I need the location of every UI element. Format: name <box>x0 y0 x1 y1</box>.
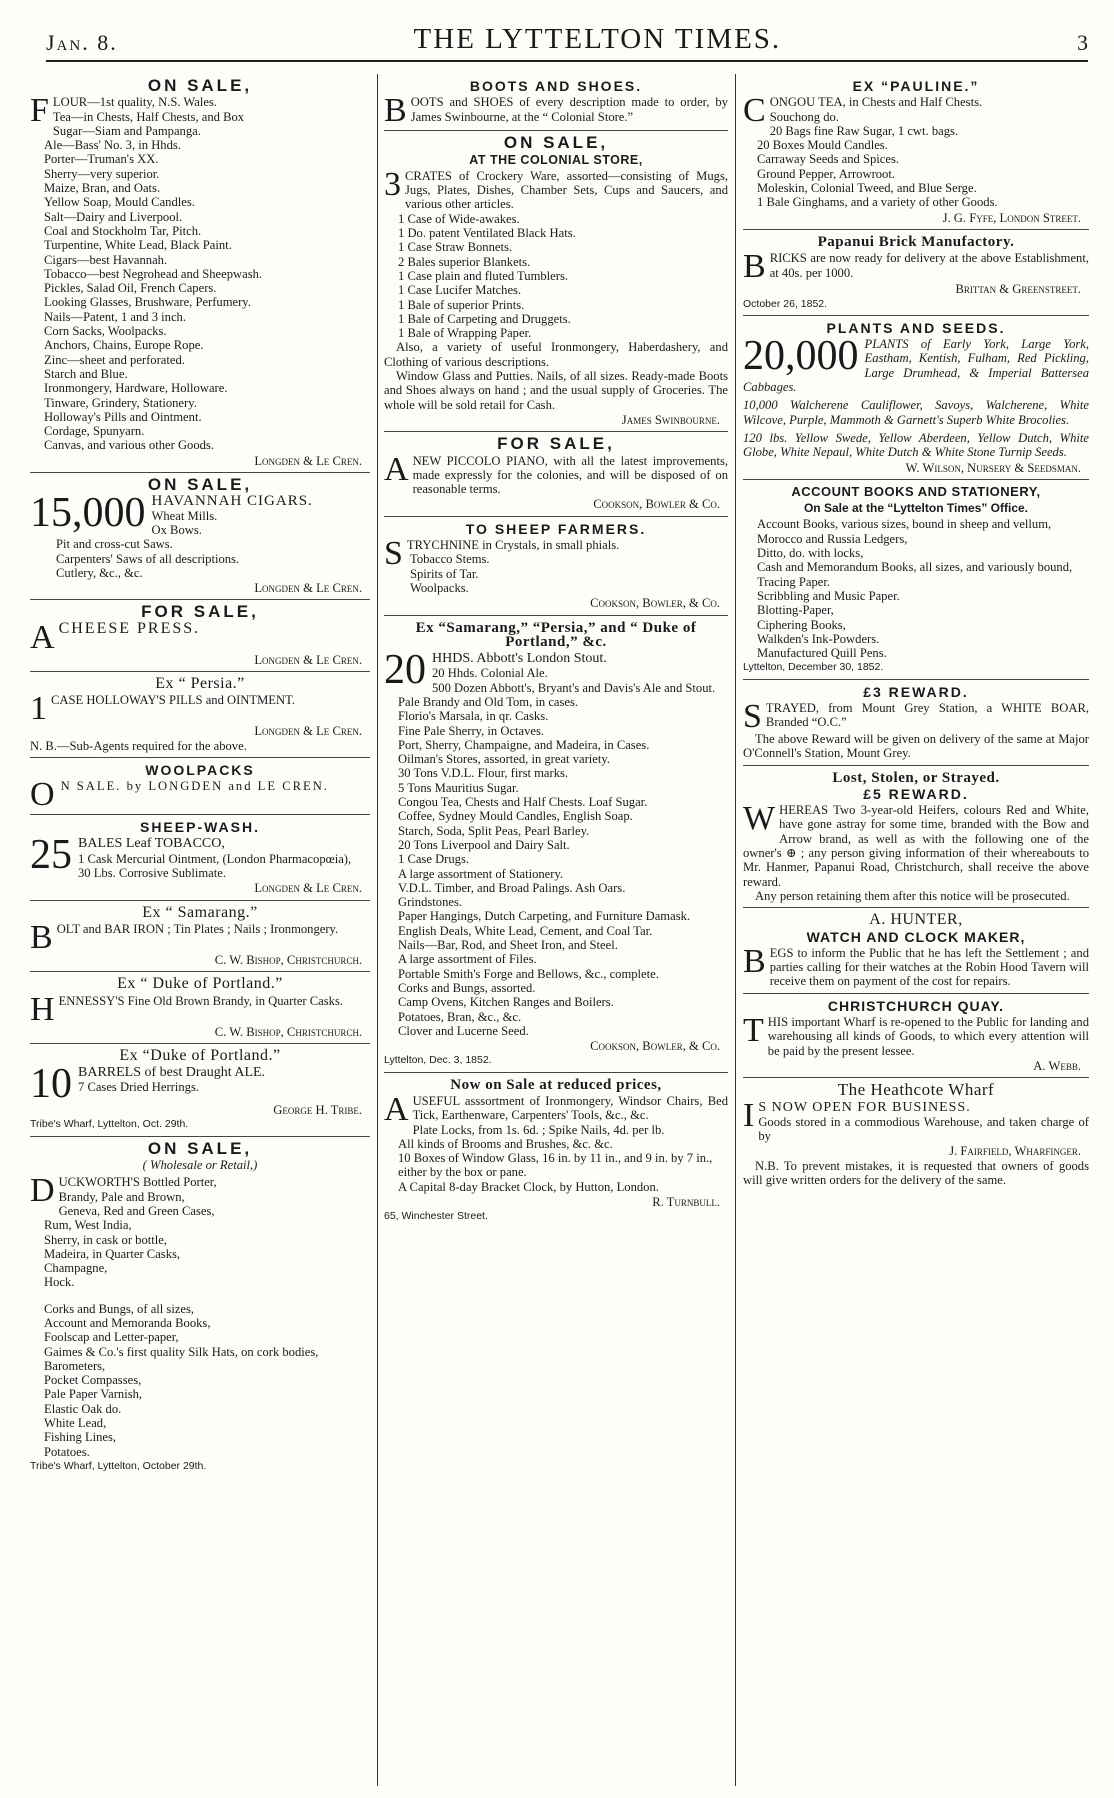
quantity-number: 25 <box>30 832 72 879</box>
list-line: Paper Hangings, Dutch Carpeting, and Furniture Damask. <box>398 909 691 924</box>
ad-text: CHEESE PRESS. <box>58 619 201 637</box>
ad-heading: ACCOUNT BOOKS AND STATIONERY, <box>791 483 1041 499</box>
drop-cap: A <box>384 450 409 488</box>
ad-heading: The Heathcote Wharf <box>837 1080 995 1100</box>
item-list <box>384 552 728 595</box>
ad-sheep-wash <box>30 815 370 900</box>
quantity-number: 20,000 <box>743 333 859 380</box>
list-line: Starch, Soda, Split Peas, Pearl Barley. <box>398 823 590 838</box>
ad-signature: A. Webb. <box>1033 1058 1081 1073</box>
ad-heading: Ex “Samarang,” “Persia,” and “ Duke of Portland,” &c. <box>415 619 697 650</box>
ad-text: TRYCHNINE in Crystals, in small phials. <box>406 538 620 553</box>
ad-signature: R. Turnbull. <box>652 1195 720 1210</box>
ad-paragraph: Goods stored in a commodious Warehouse, and taken charge of by <box>758 1114 1089 1144</box>
ad-signature: Longden & Le Cren. <box>254 724 362 739</box>
list-line: All kinds of Brooms and Brushes, &c. &c. <box>398 1136 613 1151</box>
list-line: Portable Smith's Forge and Bellows, &c., complete. <box>398 966 659 981</box>
ad-heading: CHRISTCHURCH QUAY. <box>827 997 1005 1014</box>
ad-heading: Papanui Brick Manufactory. <box>817 233 1015 250</box>
list-line: Congou Tea, Chests and Half Chests. Loaf Sugar. <box>398 795 648 810</box>
ad-text: N SALE. by LONGDEN and LE CREN. <box>60 779 329 794</box>
ad-reward-5 <box>743 766 1089 909</box>
list-line: Scribbling and Music Paper. <box>757 588 900 603</box>
item-list <box>384 666 728 1038</box>
ad-paragraph: 120 lbs. Yellow Swede, Yellow Aberdeen, Yellow Dutch, White Globe, White Nepaul, White Dutch & White Stone Turnip Seeds. <box>743 430 1089 460</box>
ad-paragraph: The above Reward will be given on delivery of the same at Major O'Connell's Station, Mount Grey. <box>743 731 1089 761</box>
item-list <box>30 1302 370 1459</box>
list-line: 20 Tons Liverpool and Dairy Salt. <box>398 837 570 852</box>
list-line: 30 Lbs. Corrosive Sublimate. <box>78 866 226 881</box>
ad-brick-manufactory <box>743 230 1089 316</box>
column-3 <box>743 74 1089 1786</box>
list-line: Corks and Bungs, assorted. <box>398 980 536 995</box>
list-line: Account and Memoranda Books, <box>44 1316 211 1330</box>
list-line: Ditto, do. with locks, <box>757 546 864 561</box>
ad-text: HHDS. Abbott's London Stout. <box>432 651 607 667</box>
ad-signature: C. W. Bishop, Christchurch. <box>214 952 362 967</box>
list-line: Potatoes, Bran, &c., &c. <box>398 1009 522 1024</box>
drop-cap: T <box>743 1012 764 1050</box>
ad-signature: Cookson, Bowler & Co. <box>593 497 720 512</box>
ad-colonial-store <box>384 131 728 432</box>
ad-text: PLANTS of Early York, Large York, Eastham, Kentish, Fulham, Red Pickling, Large Drumhead, & Imperial Battersea Cabbages. <box>743 337 1089 395</box>
ad-heading: Ex “Duke of Portland.” <box>119 1046 281 1064</box>
ad-signature: J. G. Fyfe, London Street. <box>942 210 1081 225</box>
drop-cap: 1 <box>30 690 47 728</box>
drop-cap: B <box>30 918 53 956</box>
ad-watchmaker <box>743 908 1089 993</box>
list-line: Tea—in Chests, Half Chests, and Box <box>52 109 245 124</box>
ad-signature: George H. Tribe. <box>273 1103 362 1118</box>
list-line: 5 Tons Mauritius Sugar. <box>398 780 519 795</box>
list-line: 10 Boxes of Window Glass, 16 in. by 11 in., and 9 in. by 7 in., either by the box or pane. <box>398 1151 713 1180</box>
ad-heading: BOOTS AND SHOES. <box>469 78 643 94</box>
list-line: Pit and cross-cut Saws. <box>56 537 173 552</box>
ad-text: CRATES of Crockery Ware, assorted—consisting of Mugs, Jugs, Plates, Dishes, Chamber Sets, Cups and Saucers, and various other articles. <box>405 168 728 212</box>
ad-heading: WOOLPACKS <box>145 761 255 778</box>
list-line: 1 Do. patent Ventilated Black Hats. <box>398 226 576 241</box>
list-line: 1 Bale of superior Prints. <box>398 297 525 312</box>
ad-heading: Now on Sale at reduced prices, <box>450 1076 662 1093</box>
ad-heading: FOR SALE, <box>497 434 615 454</box>
list-line: Sherry, in cask or bottle, <box>44 1232 167 1247</box>
list-line: Ale—Bass' No. 3, in Hhds. <box>44 138 181 153</box>
issue-date: Jan. 8. <box>46 30 118 55</box>
list-line: English Deals, White Lead, Cement, and Coal Tar. <box>398 923 653 938</box>
ad-subheading: ( Wholesale or Retail,) <box>142 1158 258 1173</box>
list-line: Salt—Dairy and Liverpool. <box>44 209 183 224</box>
drop-cap: F <box>30 92 49 130</box>
list-line: Zinc—sheet and perforated. <box>44 352 185 367</box>
list-line: Woolpacks. <box>410 580 469 595</box>
list-line: A large assortment of Stationery. <box>398 866 564 881</box>
ad-cheese-press <box>30 600 370 672</box>
list-line: A Capital 8-day Bracket Clock, by Hutton, London. <box>398 1179 659 1194</box>
list-line: 1 Case of Wide-awakes. <box>398 211 520 226</box>
list-line: Ironmongery, Hardware, Holloware. <box>44 381 228 396</box>
column-rule <box>735 74 736 1786</box>
list-line: 500 Dozen Abbott's, Bryant's and Davis's Ale and Stout. <box>432 680 716 695</box>
ad-signature: Cookson, Bowler, & Co. <box>590 596 720 611</box>
ad-signature: W. Wilson, Nursery & Seedsman. <box>905 460 1081 475</box>
ad-signature: Longden & Le Cren. <box>254 652 362 667</box>
list-line: Corn Sacks, Woolpacks. <box>44 324 167 339</box>
ad-heading: A. HUNTER, <box>869 911 963 929</box>
ad-heading: ON SALE, <box>147 76 253 95</box>
list-line: Barometers, <box>44 1358 106 1373</box>
list-line: Madeira, in Quarter Casks, <box>44 1246 181 1261</box>
ad-draught-ale <box>30 1044 370 1137</box>
drop-cap: W <box>743 800 776 838</box>
ad-text: USEFUL asssortment of Ironmongery, Windsor Chairs, Bed Tick, Earthenware, Carpenters' Tools, &c., &c. <box>412 1094 728 1123</box>
ad-heathcote-wharf <box>743 1078 1089 1191</box>
list-line: Nails—Patent, 1 and 3 inch. <box>44 309 187 324</box>
ad-text: HIS important Wharf is re-opened to the Public for landing and warehousing all kinds of Goods, to which every attention will be paid by the present lessee. <box>767 1015 1089 1058</box>
list-line: Corks and Bungs, of all sizes, <box>44 1301 195 1316</box>
ad-text: OOTS and SHOES of every description made to order, by James Swinbourne, at the “ Colonial Store.” <box>410 95 728 124</box>
item-list <box>743 110 1089 210</box>
ad-signature: Cookson, Bowler, & Co. <box>590 1039 720 1054</box>
list-line: Champagne, <box>44 1261 108 1276</box>
item-list <box>30 1080 370 1094</box>
ad-footer: Tribe's Wharf, Lyttelton, Oct. 29th. <box>30 1118 189 1131</box>
ad-flour <box>30 74 370 473</box>
ad-ironmongery <box>384 1073 728 1228</box>
list-line: Coal and Stockholm Tar, Pitch. <box>44 223 202 238</box>
drop-cap: 3 <box>384 165 401 203</box>
list-line: Yellow Soap, Mould Candles. <box>44 195 195 210</box>
ad-text: UCKWORTH'S Bottled Porter, <box>58 1175 217 1190</box>
quantity-number: 20 <box>384 647 426 694</box>
list-line: Gaimes & Co.'s first quality Silk Hats, on cork bodies, <box>44 1344 319 1359</box>
ad-account-books <box>743 480 1089 680</box>
list-line: Geneva, Red and Green Cases, <box>58 1203 215 1218</box>
ad-sheep-farmers <box>384 517 728 616</box>
list-line: Tracing Paper. <box>757 574 830 589</box>
ad-text: ENNESSY'S Fine Old Brown Brandy, in Quarter Casks. <box>58 993 344 1008</box>
ad-footer: Tribe's Wharf, Lyttelton, October 29th. <box>30 1459 207 1472</box>
list-line: Florio's Marsala, in qr. Casks. <box>398 709 549 724</box>
list-line: 1 Case Straw Bonnets. <box>398 240 513 255</box>
list-line: Pale Brandy and Old Tom, in cases. <box>398 694 579 709</box>
list-line: Holloway's Pills and Ointment. <box>44 409 202 424</box>
ad-text: BALES Leaf TOBACCO, <box>78 836 225 852</box>
list-line: Rum, West India, <box>44 1218 132 1233</box>
ad-text: LOUR—1st quality, N.S. Wales. <box>52 95 218 110</box>
list-line: Nails—Bar, Rod, and Sheet Iron, and Steel. <box>398 938 618 953</box>
list-line: Maize, Bran, and Oats. <box>44 181 161 196</box>
list-line: Ground Pepper, Arrowroot. <box>757 166 896 181</box>
list-line: Hock. <box>44 1275 75 1290</box>
ad-heading: ON SALE, <box>147 1138 253 1158</box>
list-line: Cigars—best Havannah. <box>44 252 168 267</box>
drop-cap: B <box>384 92 407 130</box>
list-line: Looking Glasses, Brushware, Perfumery. <box>44 295 251 310</box>
ad-signature: Brittan & Greenstreet. <box>955 282 1081 297</box>
ad-footer: Lyttelton, Dec. 3, 1852. <box>384 1054 492 1067</box>
list-line: Cordage, Spunyarn. <box>44 424 145 439</box>
list-line: Coffee, Sydney Mould Candles, English Soap. <box>398 809 633 824</box>
list-line: Spirits of Tar. <box>410 566 479 581</box>
list-line: 20 Boxes Mould Candles. <box>757 138 888 153</box>
drop-cap: B <box>743 942 766 980</box>
ad-brandy <box>30 972 370 1044</box>
list-line: Morocco and Russia Ledgers, <box>757 531 908 546</box>
list-line: Pale Paper Varnish, <box>44 1387 143 1402</box>
ad-text: EGS to inform the Public that he has left the Settlement ; and parties calling for their watches at the Robin Hood Tavern will receive them on payment of the cost for repairs. <box>769 945 1089 989</box>
ad-text: RICKS are now ready for delivery at the above Establishment, at 40s. per 1000. <box>769 251 1089 280</box>
ad-text: NEW PICCOLO PIANO, with all the latest improvements, made expressly for the colonies, and will be disposed of on reasonable terms. <box>412 453 728 497</box>
list-line: Port, Sherry, Champaigne, and Madeira, in Cases. <box>398 737 650 752</box>
ad-piano <box>384 432 728 516</box>
list-line: 1 Cask Mercurial Ointment, (London Pharmacopœia), <box>78 851 352 866</box>
list-line: Account Books, various sizes, bound in sheep and vellum, <box>757 517 1052 532</box>
drop-cap: A <box>30 618 55 656</box>
list-line: 2 Bales superior Blankets. <box>398 254 531 269</box>
list-line: Starch and Blue. <box>44 366 128 381</box>
list-line: Brandy, Pale and Brown, <box>58 1189 185 1204</box>
ad-paragraph: Window Glass and Putties. Nails, of all sizes. Ready-made Boots and Shoes always on hand ; and the usual supply of Groceries. The whole will be sold retail for Cash. <box>384 369 728 412</box>
list-line: Sherry—very superior. <box>44 166 160 181</box>
ad-christchurch-quay <box>743 994 1089 1078</box>
list-line: Fishing Lines, <box>44 1430 117 1445</box>
ad-text: S NOW OPEN FOR BUSINESS. <box>758 1099 971 1115</box>
list-line: V.D.L. Timber, and Broad Palings. Ash Oars. <box>398 880 626 895</box>
newspaper-title: THE LYTTELTON TIMES. <box>413 23 782 55</box>
list-line: 1 Bale of Wrapping Paper. <box>398 326 532 341</box>
list-line: Sugar—Siam and Pampanga. <box>52 123 201 138</box>
ad-text: BARRELS of best Draught ALE. <box>78 1065 266 1081</box>
list-line: A large assortment of Files. <box>398 952 537 967</box>
list-line: 1 Bale of Carpeting and Druggets. <box>398 311 571 326</box>
ad-heading: Ex “ Samarang.” <box>142 903 258 921</box>
drop-cap: S <box>743 697 762 735</box>
ad-paragraph: N.B. To prevent mistakes, it is requested that owners of goods will give written orders for the delivery of the same. <box>743 1158 1089 1187</box>
drop-cap: S <box>384 535 403 573</box>
ad-woolpacks <box>30 758 370 815</box>
drop-cap: D <box>30 1172 55 1210</box>
list-line: Tinware, Grindery, Stationery. <box>44 395 197 410</box>
list-line: Anchors, Chains, Europe Rope. <box>44 338 204 353</box>
list-line: 1 Case Lucifer Matches. <box>398 283 522 298</box>
ad-heading: EX “PAULINE.” <box>852 78 980 94</box>
ad-heading: Ex “ Persia.” <box>155 674 245 692</box>
item-list <box>384 1123 728 1194</box>
list-line: Oilman's Stores, assorted, in great variety. <box>398 752 610 767</box>
item-list <box>30 852 370 881</box>
list-line: 30 Tons V.D.L. Flour, first marks. <box>398 766 569 781</box>
ad-note: N. B.—Sub-Agents required for the above. <box>30 738 247 753</box>
ad-pauline <box>743 74 1089 230</box>
list-line: Canvas, and various other Goods. <box>44 438 214 453</box>
list-line: Plate Locks, from 1s. 6d. ; Spike Nails, 4d. per lb. <box>412 1122 665 1137</box>
item-list <box>384 212 728 341</box>
ad-heading: £3 REWARD. <box>863 683 969 700</box>
ad-subheading: On Sale at the “Lyttelton Times” Office. <box>803 501 1029 516</box>
ad-heading: FOR SALE, <box>141 602 259 622</box>
list-line: Tobacco Stems. <box>410 552 490 567</box>
list-line: Clover and Lucerne Seed. <box>398 1023 529 1038</box>
drop-cap: A <box>384 1091 409 1128</box>
ad-stout-goods <box>384 616 728 1073</box>
drop-cap: C <box>743 92 766 130</box>
ad-boots-shoes <box>384 74 728 131</box>
ad-subheading: WATCH AND CLOCK MAKER, <box>806 928 1026 945</box>
ad-heading: Lost, Stolen, or Strayed. <box>832 769 1000 786</box>
list-line: 7 Cases Dried Herrings. <box>78 1080 200 1095</box>
ad-heading: PLANTS AND SEEDS. <box>826 319 1006 336</box>
masthead <box>46 18 1088 62</box>
list-line: 1 Bale Ginghams, and a variety of other Goods. <box>757 195 998 210</box>
list-line: Moleskin, Colonial Tweed, and Blue Serge. <box>757 181 977 196</box>
ad-signature: C. W. Bishop, Christchurch. <box>214 1024 362 1039</box>
ad-text: TRAYED, from Mount Grey Station, a WHITE BOAR, Branded “O.C.” <box>765 700 1089 730</box>
list-line: Manufactured Quill Pens. <box>757 646 887 661</box>
ad-heading: ON SALE, <box>147 475 253 495</box>
list-line: 1 Case plain and fluted Tumblers. <box>398 268 569 283</box>
list-line: Ox Bows. <box>151 522 202 537</box>
list-line: 20 Bags fine Raw Sugar, 1 cwt. bags. <box>769 123 959 138</box>
list-line: Tobacco—best Negrohead and Sheepwash. <box>44 266 263 281</box>
ad-paragraph: Any person retaining them after this notice will be prosecuted. <box>755 888 1070 903</box>
list-line: Pickles, Salad Oil, French Capers. <box>44 281 217 296</box>
list-line: White Lead, <box>44 1416 107 1431</box>
list-line: Elastic Oak do. <box>44 1401 122 1416</box>
page-number: 3 <box>1076 30 1088 55</box>
ad-duckworth-porter <box>30 1137 370 1478</box>
item-list <box>743 517 1089 660</box>
ad-text: ONGOU TEA, in Chests and Half Chests. <box>769 95 983 110</box>
list-line: Foolscap and Letter-paper, <box>44 1330 179 1345</box>
column-1 <box>30 74 370 1786</box>
list-line: 20 Hhds. Colonial Ale. <box>432 666 548 681</box>
ad-subheading: £5 REWARD. <box>863 785 969 802</box>
list-line: Souchong do. <box>769 109 839 124</box>
list-line: Porter—Truman's XX. <box>44 152 159 167</box>
list-line: Wheat Mills. <box>151 508 218 523</box>
drop-cap: O <box>30 776 57 814</box>
ad-text: OLT and BAR IRON ; Tin Plates ; Nails ; Ironmongery. <box>56 921 339 936</box>
ad-plants-seeds <box>743 316 1089 480</box>
ad-text: HEREAS Two 3-year-old Heifers, colours Red and White, have gone astray for some time, branded with the Bow and Arrow brand, as well as with the following one of the owner's ⊕ ; any person giving information of their whereabouts to Mr. Hanmer, Papanui Road, Christchurch, shall receive the above reward. <box>743 803 1089 889</box>
ad-paragraph: Also, a variety of useful Ironmongery, Haberdashery, and Clothing of various descriptions. <box>384 340 728 369</box>
ad-subheading: AT THE COLONIAL STORE, <box>469 152 643 167</box>
ad-signature: Longden & Le Cren. <box>254 881 362 896</box>
ad-text: CASE HOLLOWAY'S PILLS and OINTMENT. <box>51 693 295 708</box>
ad-holloway-pills <box>30 672 370 758</box>
ad-signature: Longden & Le Cren. <box>254 453 362 468</box>
list-line: Pocket Compasses, <box>44 1373 142 1388</box>
quantity-number: 10 <box>30 1061 72 1108</box>
drop-cap: B <box>743 248 766 286</box>
ad-bar-iron <box>30 901 370 973</box>
ad-heading: TO SHEEP FARMERS. <box>465 520 647 537</box>
list-line: Fine Pale Sherry, in Octaves. <box>398 723 545 738</box>
column-rule <box>377 74 378 1786</box>
list-line: Ciphering Books, <box>757 617 846 632</box>
list-line: Walkden's Ink-Powders. <box>757 631 880 646</box>
ad-footer: 65, Winchester Street. <box>384 1210 488 1223</box>
list-line: Carpenters' Saws of all descriptions. <box>56 551 240 566</box>
ad-signature: Longden & Le Cren. <box>254 581 362 596</box>
ad-heading: ON SALE, <box>503 133 609 153</box>
ad-heading: SHEEP-WASH. <box>139 819 260 836</box>
ad-paragraph: 10,000 Walcherene Cauliflower, Savoys, Walcherene, White Wilcove, Purple, Mammoth & Garnett's Superb White Brocolies. <box>743 398 1089 427</box>
list-line: Blotting-Paper, <box>757 603 834 618</box>
item-list <box>30 1190 370 1290</box>
ad-reward-3 <box>743 680 1089 766</box>
list-line: Grindstones. <box>398 895 463 910</box>
list-line: Carraway Seeds and Spices. <box>757 152 899 167</box>
list-line: Cash and Memorandum Books, all sizes, and variously bound, <box>757 560 1073 575</box>
column-2 <box>384 74 728 1786</box>
item-list <box>30 110 370 453</box>
drop-cap: I <box>743 1096 755 1134</box>
ad-footer: Lyttelton, December 30, 1852. <box>743 661 884 674</box>
list-line: 1 Case Drugs. <box>398 852 470 867</box>
ad-heading: Ex “ Duke of Portland.” <box>117 975 283 993</box>
ad-signature: James Swinbourne. <box>621 412 720 427</box>
ad-text: HAVANNAH CIGARS. <box>151 493 313 510</box>
quantity-number: 15,000 <box>30 490 146 537</box>
drop-cap: H <box>30 990 55 1028</box>
ad-footer: October 26, 1852. <box>743 297 828 310</box>
list-line: Cutlery, &c., &c. <box>56 565 143 580</box>
list-line: Turpentine, White Lead, Black Paint. <box>44 238 232 253</box>
list-line: Potatoes. <box>44 1444 90 1459</box>
list-line: Camp Ovens, Kitchen Ranges and Boilers. <box>398 995 614 1010</box>
ad-cigars <box>30 473 370 600</box>
ad-signature: J. Fairfield, Wharfinger. <box>949 1144 1081 1159</box>
